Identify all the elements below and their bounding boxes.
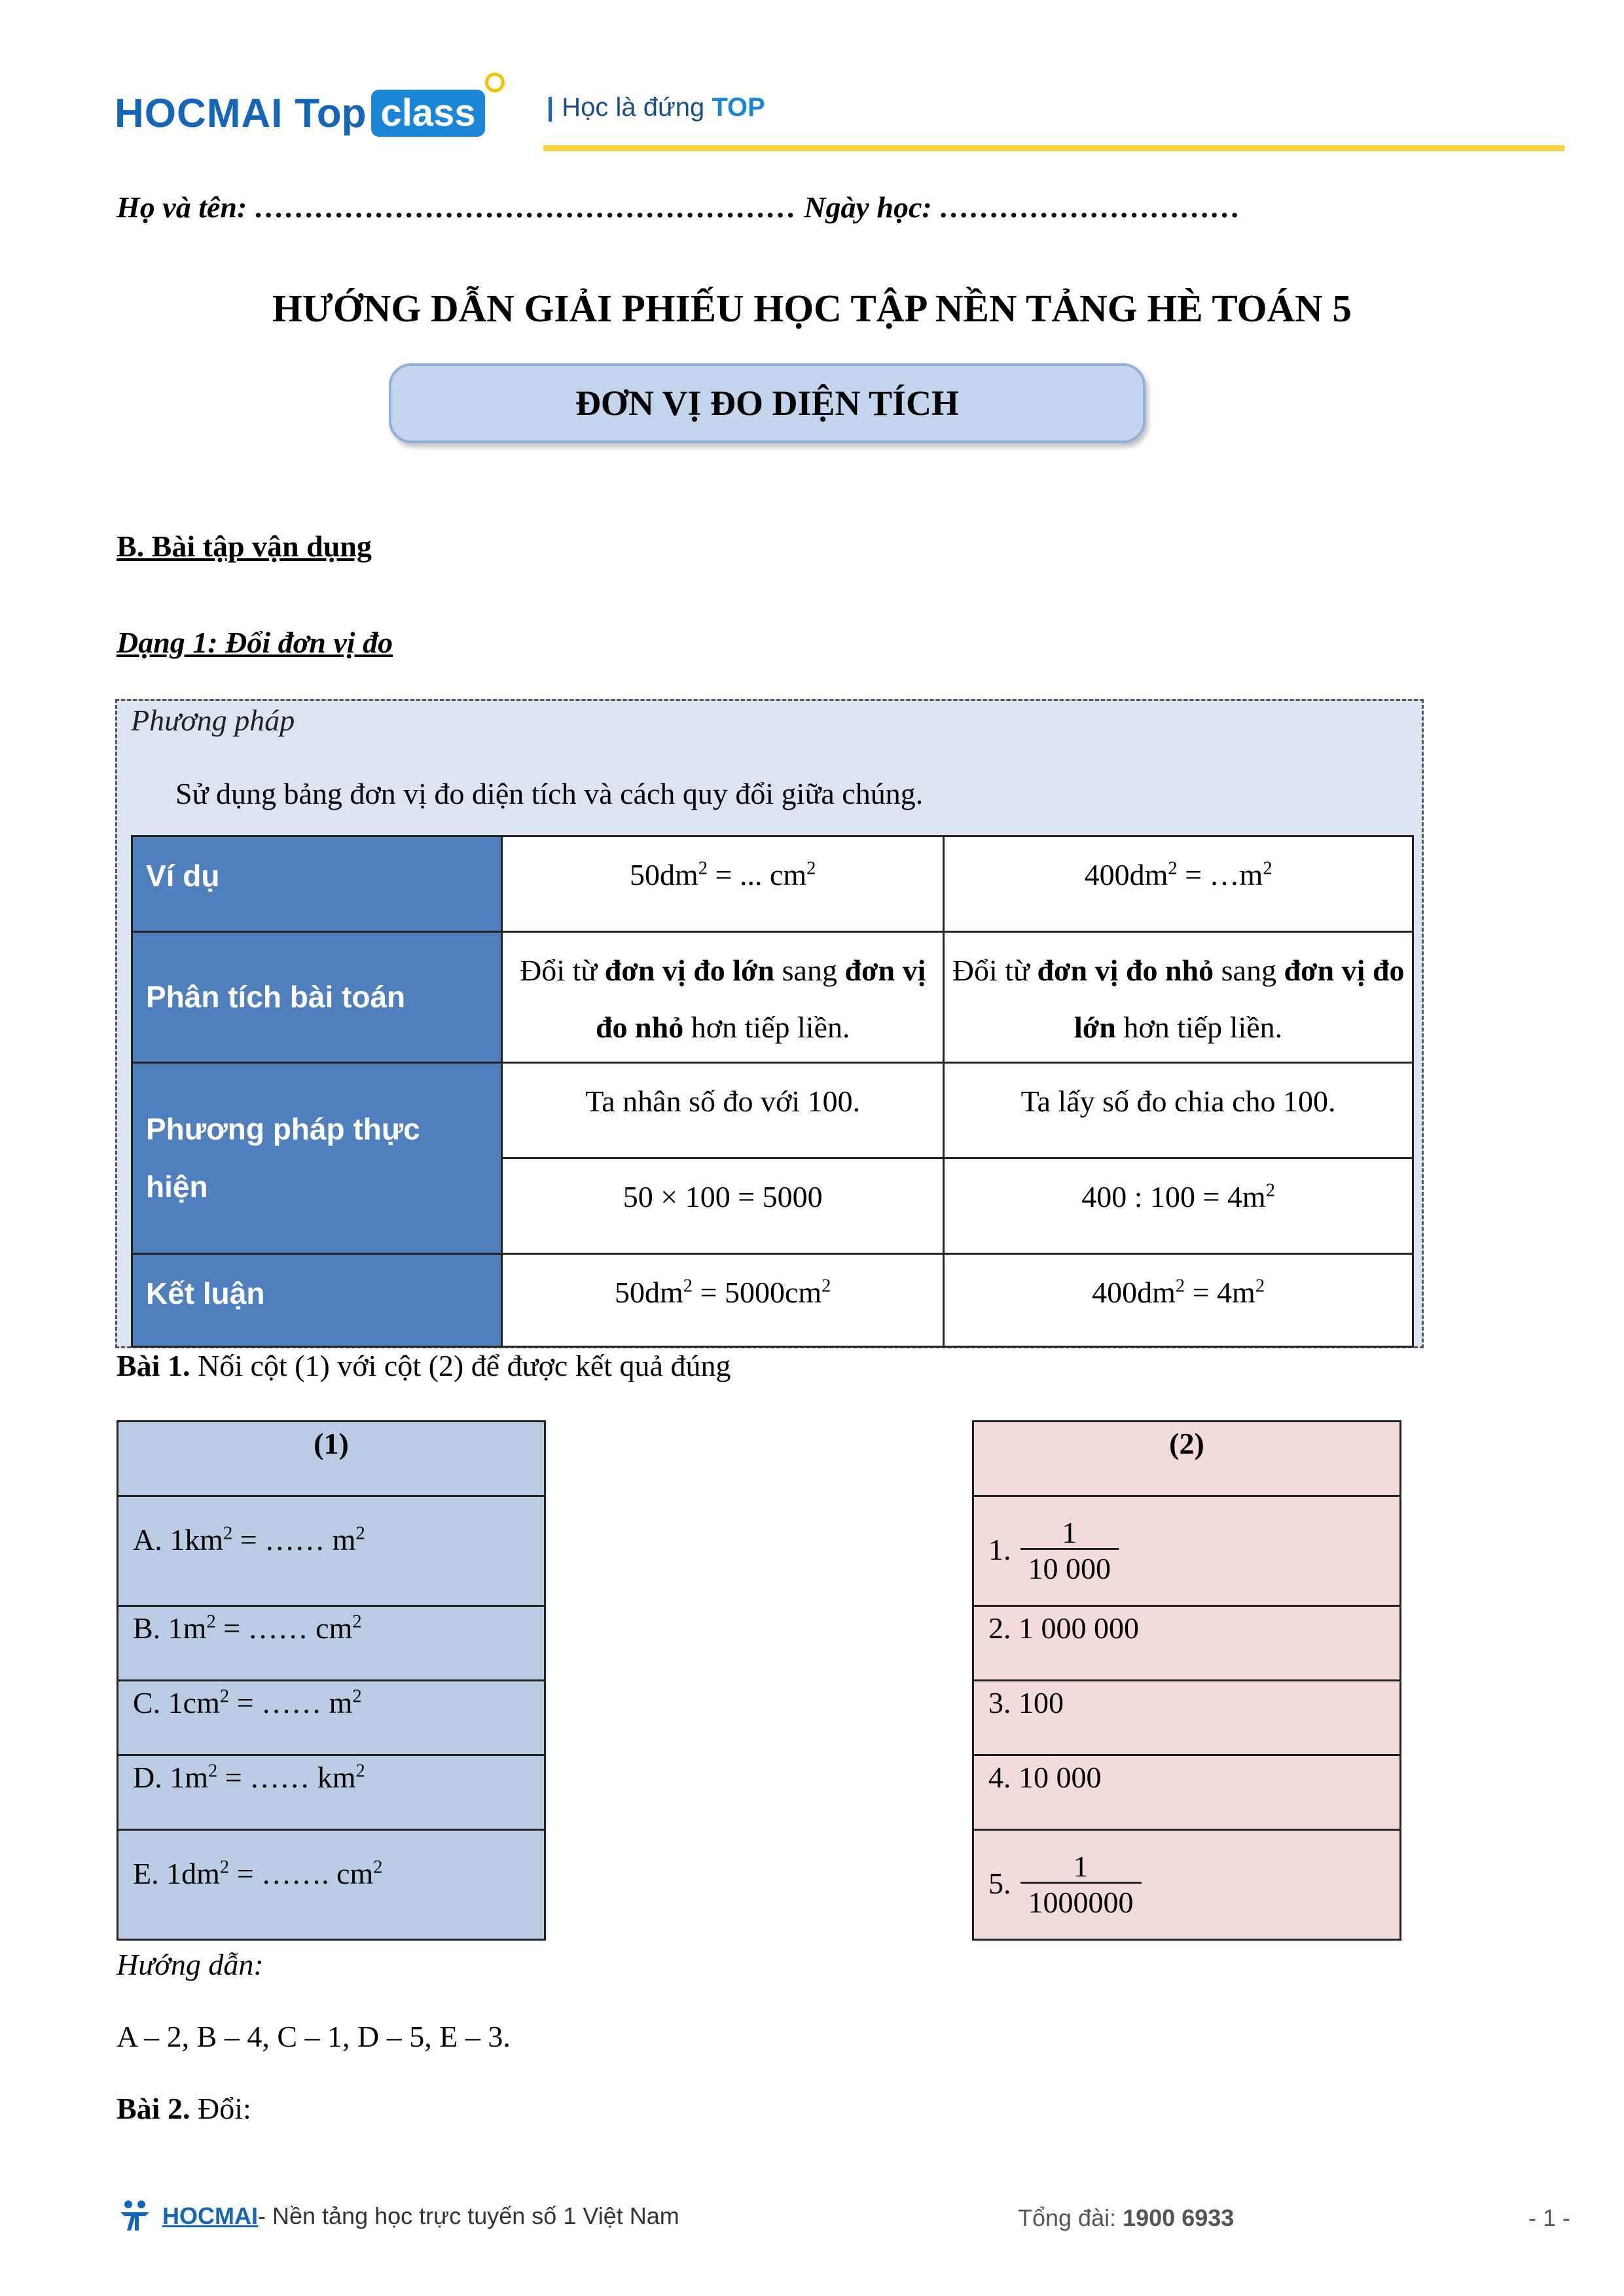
- row-header: Kết luận: [132, 1254, 502, 1347]
- exercise-2: [117, 2091, 251, 2126]
- column-1-table: [117, 1420, 546, 1941]
- name-date-line: Họ và tên: ……………………………………………… Ngày học: …………………………: [117, 190, 1241, 224]
- list-item: 4. 10 000: [973, 1755, 1401, 1830]
- table-row: [132, 1063, 1413, 1158]
- list-item: 3. 100: [973, 1681, 1401, 1755]
- gear-icon: [485, 73, 505, 92]
- table-cell: Ta nhân số đo với 100.: [502, 1063, 944, 1158]
- row-header: Phân tích bài toán: [132, 932, 502, 1063]
- list-item: 5. $\frac{1}{1000000}$: [973, 1830, 1401, 1940]
- hocmai-topclass-logo: [115, 84, 485, 143]
- section-heading: B. Bài tập vận dụng: [117, 529, 372, 563]
- fraction: $\frac{1}{10 000}$: [1020, 1518, 1119, 1588]
- guide-label: Hướng dẫn:: [117, 1948, 264, 1981]
- table-cell: 50 × 100 = 5000: [502, 1158, 944, 1254]
- fraction: $\frac{1}{1000000}$: [1020, 1852, 1142, 1922]
- exercise-label: Bài 1.: [117, 1349, 190, 1382]
- table-row: [132, 1254, 1413, 1347]
- column-2-table: [972, 1420, 1401, 1941]
- exercise-1: [117, 1348, 731, 1383]
- list-item: A. $1km^2$ = …… $m^2$: [118, 1496, 545, 1606]
- table-cell: $400dm^2$ = $\dots m^2$: [944, 836, 1413, 932]
- table-row: [132, 836, 1413, 932]
- subtitle-banner: [389, 363, 1146, 443]
- page-title: HƯỚNG DẪN GIẢI PHIẾU HỌC TẬP NỀN TẢNG HÈ TOÁN 5: [272, 287, 1352, 330]
- table-row: [132, 932, 1413, 1063]
- slogan: [547, 93, 765, 122]
- header-divider: [543, 145, 1564, 151]
- logo-class-text: class: [380, 92, 476, 134]
- list-item: B. $1m^2$ = …… $cm^2$: [118, 1606, 545, 1681]
- hocmai-people-icon: [117, 2198, 153, 2234]
- answer-text: A – 2, B – 4, C – 1, D – 5, E – 3.: [117, 2020, 511, 2053]
- footer-tagline: - Nền tảng học trực tuyến số 1 Việt Nam: [258, 2202, 679, 2229]
- method-label: Phương pháp: [131, 704, 295, 737]
- method-text: Sử dụng bảng đơn vị đo diện tích và cách quy đổi giữa chúng.: [175, 777, 924, 810]
- slogan-top: TOP: [712, 93, 765, 122]
- list-item: 2. 1 000 000: [973, 1606, 1401, 1681]
- topic-heading: Dạng 1: Đổi đơn vị đo: [117, 626, 393, 659]
- table-cell: Đổi từ đơn vị đo lớn sang đơn vị đo nhỏ hơn tiếp liền.: [502, 932, 944, 1063]
- exercise-text: Nối cột (1) với cột (2) để được kết quả đúng: [190, 1349, 731, 1382]
- logo-hocmai-text: HOCMAI: [115, 90, 283, 136]
- table-cell: $50dm^2 = 5000cm^2$: [502, 1254, 944, 1347]
- list-item: D. $1m^2$ = …… $km^2$: [118, 1755, 545, 1830]
- logo-class-badge: [371, 90, 484, 137]
- list-item: 1. $\frac{1}{10 000}$: [973, 1496, 1401, 1606]
- slogan-text: Học là đứng: [562, 93, 712, 122]
- example-table: [131, 835, 1414, 1348]
- table-cell: $400dm^2 = 4m^2$: [944, 1254, 1413, 1347]
- table-cell: Đổi từ đơn vị đo nhỏ sang đơn vị đo lớn hơn tiếp liền.: [944, 932, 1413, 1063]
- exercise-text: Đổi:: [190, 2092, 251, 2125]
- page-number: - 1 -: [1528, 2204, 1571, 2231]
- exercise-label: Bài 2.: [117, 2092, 190, 2125]
- list-item: C. $1cm^2$ = …… $m^2$: [118, 1681, 545, 1755]
- list-item: E. $1dm^2$ = ……. $cm^2$: [118, 1830, 545, 1940]
- footer-brand-link[interactable]: HOCMAI: [162, 2202, 258, 2229]
- logo-top-text: Top: [295, 90, 367, 136]
- table-cell: $50dm^2$ = ... $cm^2$: [502, 836, 944, 932]
- table-cell: 400 : $100 = 4m^2$: [944, 1158, 1413, 1254]
- footer-left: [117, 2198, 679, 2234]
- subtitle-text: ĐƠN VỊ ĐO DIỆN TÍCH: [575, 384, 960, 423]
- footer-hotline: Tổng đài: 1900 6933: [1018, 2204, 1235, 2231]
- table-cell: Ta lấy số đo chia cho 100.: [944, 1063, 1413, 1158]
- column-header: (1): [118, 1422, 545, 1496]
- row-header: Phương pháp thực hiện: [132, 1063, 502, 1254]
- column-header: (2): [973, 1422, 1401, 1496]
- row-header: Ví dụ: [132, 836, 502, 932]
- slogan-separator: |: [547, 93, 554, 122]
